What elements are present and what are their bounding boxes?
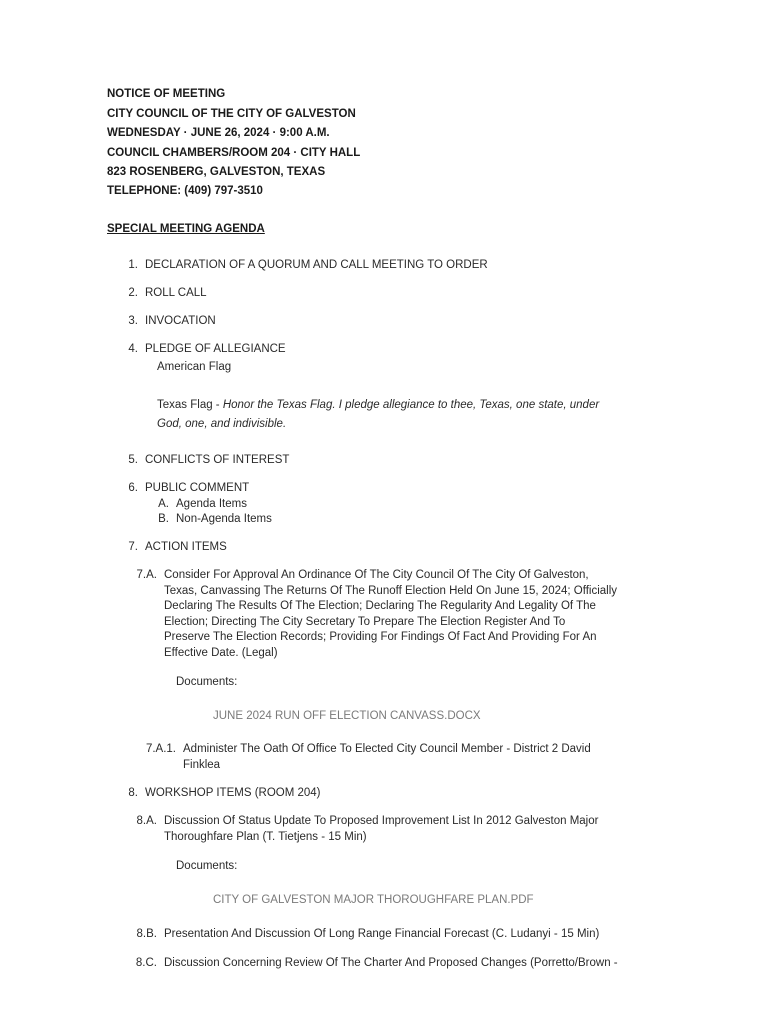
item-text-line: Election; Directing The City Secretary To Prepare The Election Register And To xyxy=(164,616,566,628)
item-number: 5. xyxy=(128,454,138,466)
documents-label: Documents: xyxy=(176,860,238,872)
item-text-line: Thoroughfare Plan (T. Tietjens - 15 Min) xyxy=(164,831,367,843)
item-text-line: Preserve The Election Records; Providing For Findings Of Fact And Providing For An xyxy=(164,631,597,643)
item-number: 8.C. xyxy=(135,957,157,969)
item-number: 1. xyxy=(128,259,138,271)
subitem-non-agenda-items: Non-Agenda Items xyxy=(176,513,272,525)
item-text-line: Texas, Canvassing The Returns Of The Runoff Election Held On June 15, 2024; Officially xyxy=(164,585,618,597)
item-number: 6. xyxy=(128,482,138,494)
subitem-number: A. xyxy=(158,498,169,510)
item-number: 7.A.1. xyxy=(145,743,176,755)
item-number: 2. xyxy=(128,287,138,299)
notice-title: NOTICE OF MEETING xyxy=(107,88,226,100)
item-text: ACTION ITEMS xyxy=(145,541,227,553)
texas-pledge-text: Honor the Texas Flag. I pledge allegiance to thee, Texas, one state, under xyxy=(222,399,600,411)
texas-pledge-line-1 xyxy=(157,399,599,411)
subitem-number: B. xyxy=(158,513,169,525)
item-text: INVOCATION xyxy=(145,315,216,327)
item-text-line: Declaring The Results Of The Election; Declaring The Regularity And Legality Of The xyxy=(164,600,596,612)
texas-flag-label: Texas Flag - xyxy=(157,399,223,411)
document-link-thoroughfare-plan[interactable]: CITY OF GALVESTON MAJOR THOROUGHFARE PLAN.PDF xyxy=(213,894,534,906)
agenda-title: SPECIAL MEETING AGENDA xyxy=(107,223,265,235)
item-text: ROLL CALL xyxy=(145,287,207,299)
item-text-line: Finklea xyxy=(183,759,221,771)
documents-label: Documents: xyxy=(176,676,238,688)
item-number: 3. xyxy=(128,315,138,327)
item-number: 7. xyxy=(128,541,138,553)
item-text: Discussion Concerning Review Of The Charter And Proposed Changes (Porretto/Brown - xyxy=(164,957,618,969)
texas-pledge-line-2: God, one, and indivisible. xyxy=(157,418,287,430)
item-text-line: Effective Date. (Legal) xyxy=(164,647,278,659)
meeting-location: COUNCIL CHAMBERS/ROOM 204 · CITY HALL xyxy=(107,147,361,159)
item-number: 7.A. xyxy=(136,569,157,581)
item-text: CONFLICTS OF INTEREST xyxy=(145,454,290,466)
meeting-address: 823 ROSENBERG, GALVESTON, TEXAS xyxy=(107,166,326,178)
item-text-line: Administer The Oath Of Office To Elected City Council Member - District 2 David xyxy=(183,743,591,755)
item-text: PUBLIC COMMENT xyxy=(145,482,250,494)
item-text: WORKSHOP ITEMS (ROOM 204) xyxy=(145,787,321,799)
item-text: Presentation And Discussion Of Long Range Financial Forecast (C. Ludanyi - 15 Min) xyxy=(164,928,600,940)
item-number: 8.A. xyxy=(136,815,157,827)
item-text-line: Consider For Approval An Ordinance Of The City Council Of The City Of Galveston, xyxy=(164,569,589,581)
item-number: 4. xyxy=(128,343,138,355)
item-number: 8.B. xyxy=(136,928,157,940)
document-link-canvass[interactable]: JUNE 2024 RUN OFF ELECTION CANVASS.DOCX xyxy=(213,710,481,722)
subitem-agenda-items: Agenda Items xyxy=(176,498,247,510)
item-text: PLEDGE OF ALLEGIANCE xyxy=(145,343,286,355)
council-name: CITY COUNCIL OF THE CITY OF GALVESTON xyxy=(107,108,356,120)
american-flag-label: American Flag xyxy=(157,361,232,373)
item-number: 8. xyxy=(128,787,138,799)
item-text: DECLARATION OF A QUORUM AND CALL MEETING TO ORDER xyxy=(145,259,488,271)
meeting-telephone: TELEPHONE: (409) 797-3510 xyxy=(107,185,263,197)
meeting-date: WEDNESDAY · JUNE 26, 2024 · 9:00 A.M. xyxy=(107,127,330,139)
item-text-line: Discussion Of Status Update To Proposed Improvement List In 2012 Galveston Major xyxy=(164,815,599,827)
